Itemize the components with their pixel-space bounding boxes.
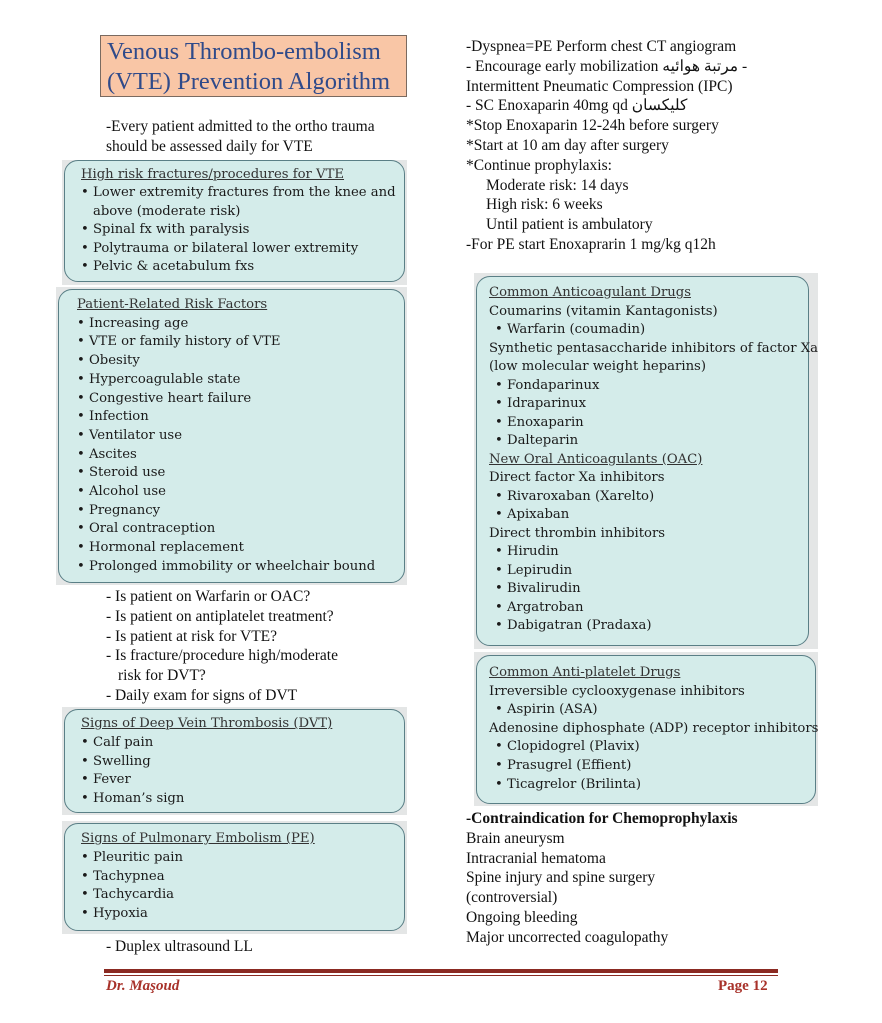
question-line: - Is patient at risk for VTE? — [106, 627, 278, 645]
list-item: • Pelvic & acetabulum fxs — [81, 258, 396, 276]
list-item: • Clopidogrel (Plavix) — [495, 738, 811, 757]
anticoag-box-bg — [474, 273, 818, 649]
thrombin-label: Direct thrombin inhibitors — [489, 525, 666, 541]
text-line: High risk: 6 weeks — [486, 196, 603, 214]
list-item: • Hypercoagulable state — [77, 371, 396, 390]
list-item: • Hormonal replacement — [77, 539, 396, 558]
list-item: • Polytrauma or bilateral lower extremity — [81, 240, 396, 258]
list-item: • Ticagrelor (Brilinta) — [495, 776, 811, 795]
text-line: - Encourage early mobilization مرتبة هوائيه - — [466, 57, 748, 75]
list-item: • Rivaroxaban (Xarelto) — [495, 488, 802, 507]
list-item: • Ascites — [77, 446, 396, 465]
text-line: Until patient is ambulatory — [486, 216, 653, 234]
pe-box-bg — [62, 821, 407, 934]
dvt-box-bg — [62, 707, 407, 815]
patient-risk-heading: Patient-Related Risk Factors — [77, 297, 268, 312]
list-item: • Homan’s sign — [81, 790, 396, 809]
management-text — [466, 37, 747, 255]
contra-item: Intracranial hematoma — [466, 849, 606, 867]
pe-box — [64, 823, 405, 931]
anticoag-box — [476, 276, 818, 646]
list-item: • Apixaban — [495, 506, 802, 525]
question-line: - Is fracture/procedure high/moderate — [106, 647, 338, 665]
text-line: Moderate risk: 14 days — [486, 176, 629, 194]
list-item: • Swelling — [81, 753, 396, 772]
text-line: Intermittent Pneumatic Compression (IPC) — [466, 77, 733, 95]
text-line: - SC Enoxaparin 40mg qd كليكسان — [466, 97, 688, 115]
list-item: • Lepirudin — [495, 562, 802, 581]
irreversible-label: Irreversible cyclooxygenase inhibitors — [489, 683, 745, 699]
xa-label: Direct factor Xa inhibitors — [489, 470, 665, 485]
antiplatelet-heading: Common Anti-platelet Drugs — [489, 665, 681, 680]
contra-item: Major uncorrected coagulopathy — [466, 928, 669, 946]
list-item: • Pleuritic pain — [81, 849, 396, 868]
text-line: *Continue prophylaxis: — [466, 156, 612, 174]
high-risk-box-bg — [62, 160, 407, 285]
list-item: • Enoxaparin — [495, 414, 802, 433]
dvt-box — [64, 709, 405, 813]
patient-risk-box-bg — [56, 287, 407, 585]
question-line: - Daily exam for signs of DVT — [106, 686, 298, 704]
question-line: - Is patient on Warfarin or OAC? — [106, 588, 311, 605]
contra-item: Spine injury and spine surgery — [466, 869, 656, 887]
antiplatelet-box-bg — [474, 652, 818, 806]
list-item: • Fondaparinux — [495, 377, 802, 396]
list-item: • VTE or family history of VTE — [77, 333, 396, 352]
footer-page-number: Page 12 — [718, 978, 768, 994]
oac-heading: New Oral Anticoagulants (OAC) — [489, 451, 703, 467]
list-item: • Increasing age — [77, 315, 396, 334]
list-item: • Calf pain — [81, 734, 396, 753]
list-item: • Aspirin (ASA) — [495, 701, 811, 720]
list-item: • Spinal fx with paralysis — [81, 221, 396, 239]
footer-rule — [104, 969, 778, 973]
list-item: • Alcohol use — [77, 483, 396, 502]
synthetic-label-continued: (low molecular weight heparins) — [489, 359, 706, 374]
text-line: -For PE start Enoxaprarin 1 mg/kg q12h — [466, 235, 716, 253]
contraindications — [466, 809, 738, 948]
list-item: • Dalteparin — [495, 432, 802, 451]
assessment-questions — [106, 587, 338, 706]
text-line: *Stop Enoxaparin 12-24h before surgery — [466, 117, 719, 135]
list-item: • Warfarin (coumadin) — [495, 321, 802, 340]
intro-line: -Every patient admitted to the ortho trauma — [106, 118, 375, 135]
anticoag-heading: Common Anticoagulant Drugs — [489, 285, 691, 300]
list-item: • Lower extremity fractures from the knee and — [81, 184, 396, 202]
contra-item: Brain aneurysm — [466, 829, 565, 847]
list-item: • Oral contraception — [77, 520, 396, 539]
list-item: • Tachycardia — [81, 886, 396, 905]
footer-rule-thin — [104, 975, 778, 976]
list-item-continuation: above (moderate risk) — [93, 203, 241, 219]
question-line: - Is patient on antiplatelet treatment? — [106, 607, 334, 625]
synthetic-label: Synthetic pentasaccharide inhibitors of factor Xa — [489, 340, 818, 356]
list-item: • Hirudin — [495, 543, 802, 562]
question-line: risk for DVT? — [118, 667, 206, 685]
list-item: • Bivalirudin — [495, 580, 802, 599]
title-line-2: (VTE) Prevention Algorithm — [107, 68, 391, 95]
list-item: • Argatroban — [495, 599, 802, 618]
duplex-text: - Duplex ultrasound LL — [106, 938, 253, 955]
text-line: *Start at 10 am day after surgery — [466, 136, 669, 154]
intro-text — [106, 117, 375, 157]
list-item: • Congestive heart failure — [77, 390, 396, 409]
antiplatelet-box — [476, 655, 819, 804]
high-risk-heading: High risk fractures/procedures for VTE — [81, 167, 345, 182]
list-item: • Tachypnea — [81, 868, 396, 887]
text-line: -Dyspnea=PE Perform chest CT angiogram — [466, 38, 737, 55]
high-risk-box — [64, 160, 405, 282]
list-item: • Prasugrel (Effient) — [495, 757, 811, 776]
dvt-heading: Signs of Deep Vein Thrombosis (DVT) — [81, 716, 333, 731]
list-item: • Ventilator use — [77, 427, 396, 446]
adp-label: Adenosine diphosphate (ADP) receptor inhibitors — [489, 720, 819, 736]
list-item: • Steroid use — [77, 464, 396, 483]
list-item: • Prolonged immobility or wheelchair bound — [77, 558, 396, 577]
title-line-1: Venous Thrombo-embolism — [107, 38, 381, 65]
contra-item: Ongoing bleeding — [466, 908, 578, 926]
page-title — [100, 35, 407, 97]
footer-author: Dr. Maşoud — [106, 978, 180, 994]
list-item: • Hypoxia — [81, 905, 396, 924]
contra-heading: -Contraindication for Chemoprophylaxis — [466, 810, 738, 827]
coumarins-label: Coumarins (vitamin Kantagonists) — [489, 303, 718, 319]
list-item: • Infection — [77, 408, 396, 427]
contra-item: (controversial) — [466, 889, 558, 907]
list-item: • Pregnancy — [77, 502, 396, 521]
list-item: • Dabigatran (Pradaxa) — [495, 617, 802, 636]
patient-risk-box — [58, 289, 405, 583]
list-item: • Obesity — [77, 352, 396, 371]
list-item: • Idraparinux — [495, 395, 802, 414]
intro-line: should be assessed daily for VTE — [106, 137, 313, 155]
pe-heading: Signs of Pulmonary Embolism (PE) — [81, 831, 315, 846]
list-item: • Fever — [81, 771, 396, 790]
